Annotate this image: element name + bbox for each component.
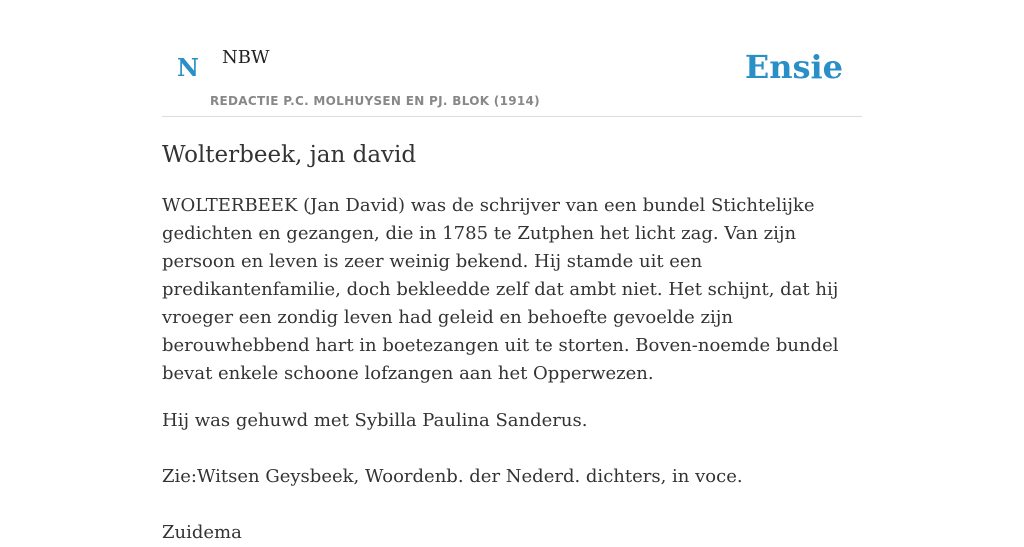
article-content bbox=[162, 138, 862, 547]
article-paragraph-1: WOLTERBEEK (Jan David) was de schrijver van een bundel Stichtelijke gedichten en gezangen, die in 1785 te Zutphen het licht zag. Van zijn persoon en leven is zeer weinig bekend. Hij stamde uit een predikantenfamilie, doch bekleedde zelf dat ambt niet. Het schijnt, dat hij vroeger een zondig leven had geleid en behoefte gevoelde zijn berouwhebbend hart in boetezangen uit te storten. Boven-noemde bundel bevat enkele schoone lofzangen aan het Opperwezen. bbox=[162, 195, 839, 384]
article-reference: Zie:Witsen Geysbeek, Woordenb. der Nederd. dichters, in voce. bbox=[162, 466, 743, 487]
page-header bbox=[162, 0, 862, 117]
source-name[interactable]: NBW bbox=[222, 47, 270, 68]
source-logo-icon: N bbox=[177, 53, 199, 82]
brand-logo-link[interactable]: Ensie bbox=[744, 48, 843, 86]
article-author: Zuidema bbox=[162, 522, 242, 543]
article-paragraph-2: Hij was gehuwd met Sybilla Paulina Sanderus. bbox=[162, 410, 588, 431]
article-title: Wolterbeek, jan david bbox=[162, 142, 417, 168]
source-subtitle: REDACTIE P.C. MOLHUYSEN EN PJ. BLOK (1914) bbox=[210, 94, 540, 108]
